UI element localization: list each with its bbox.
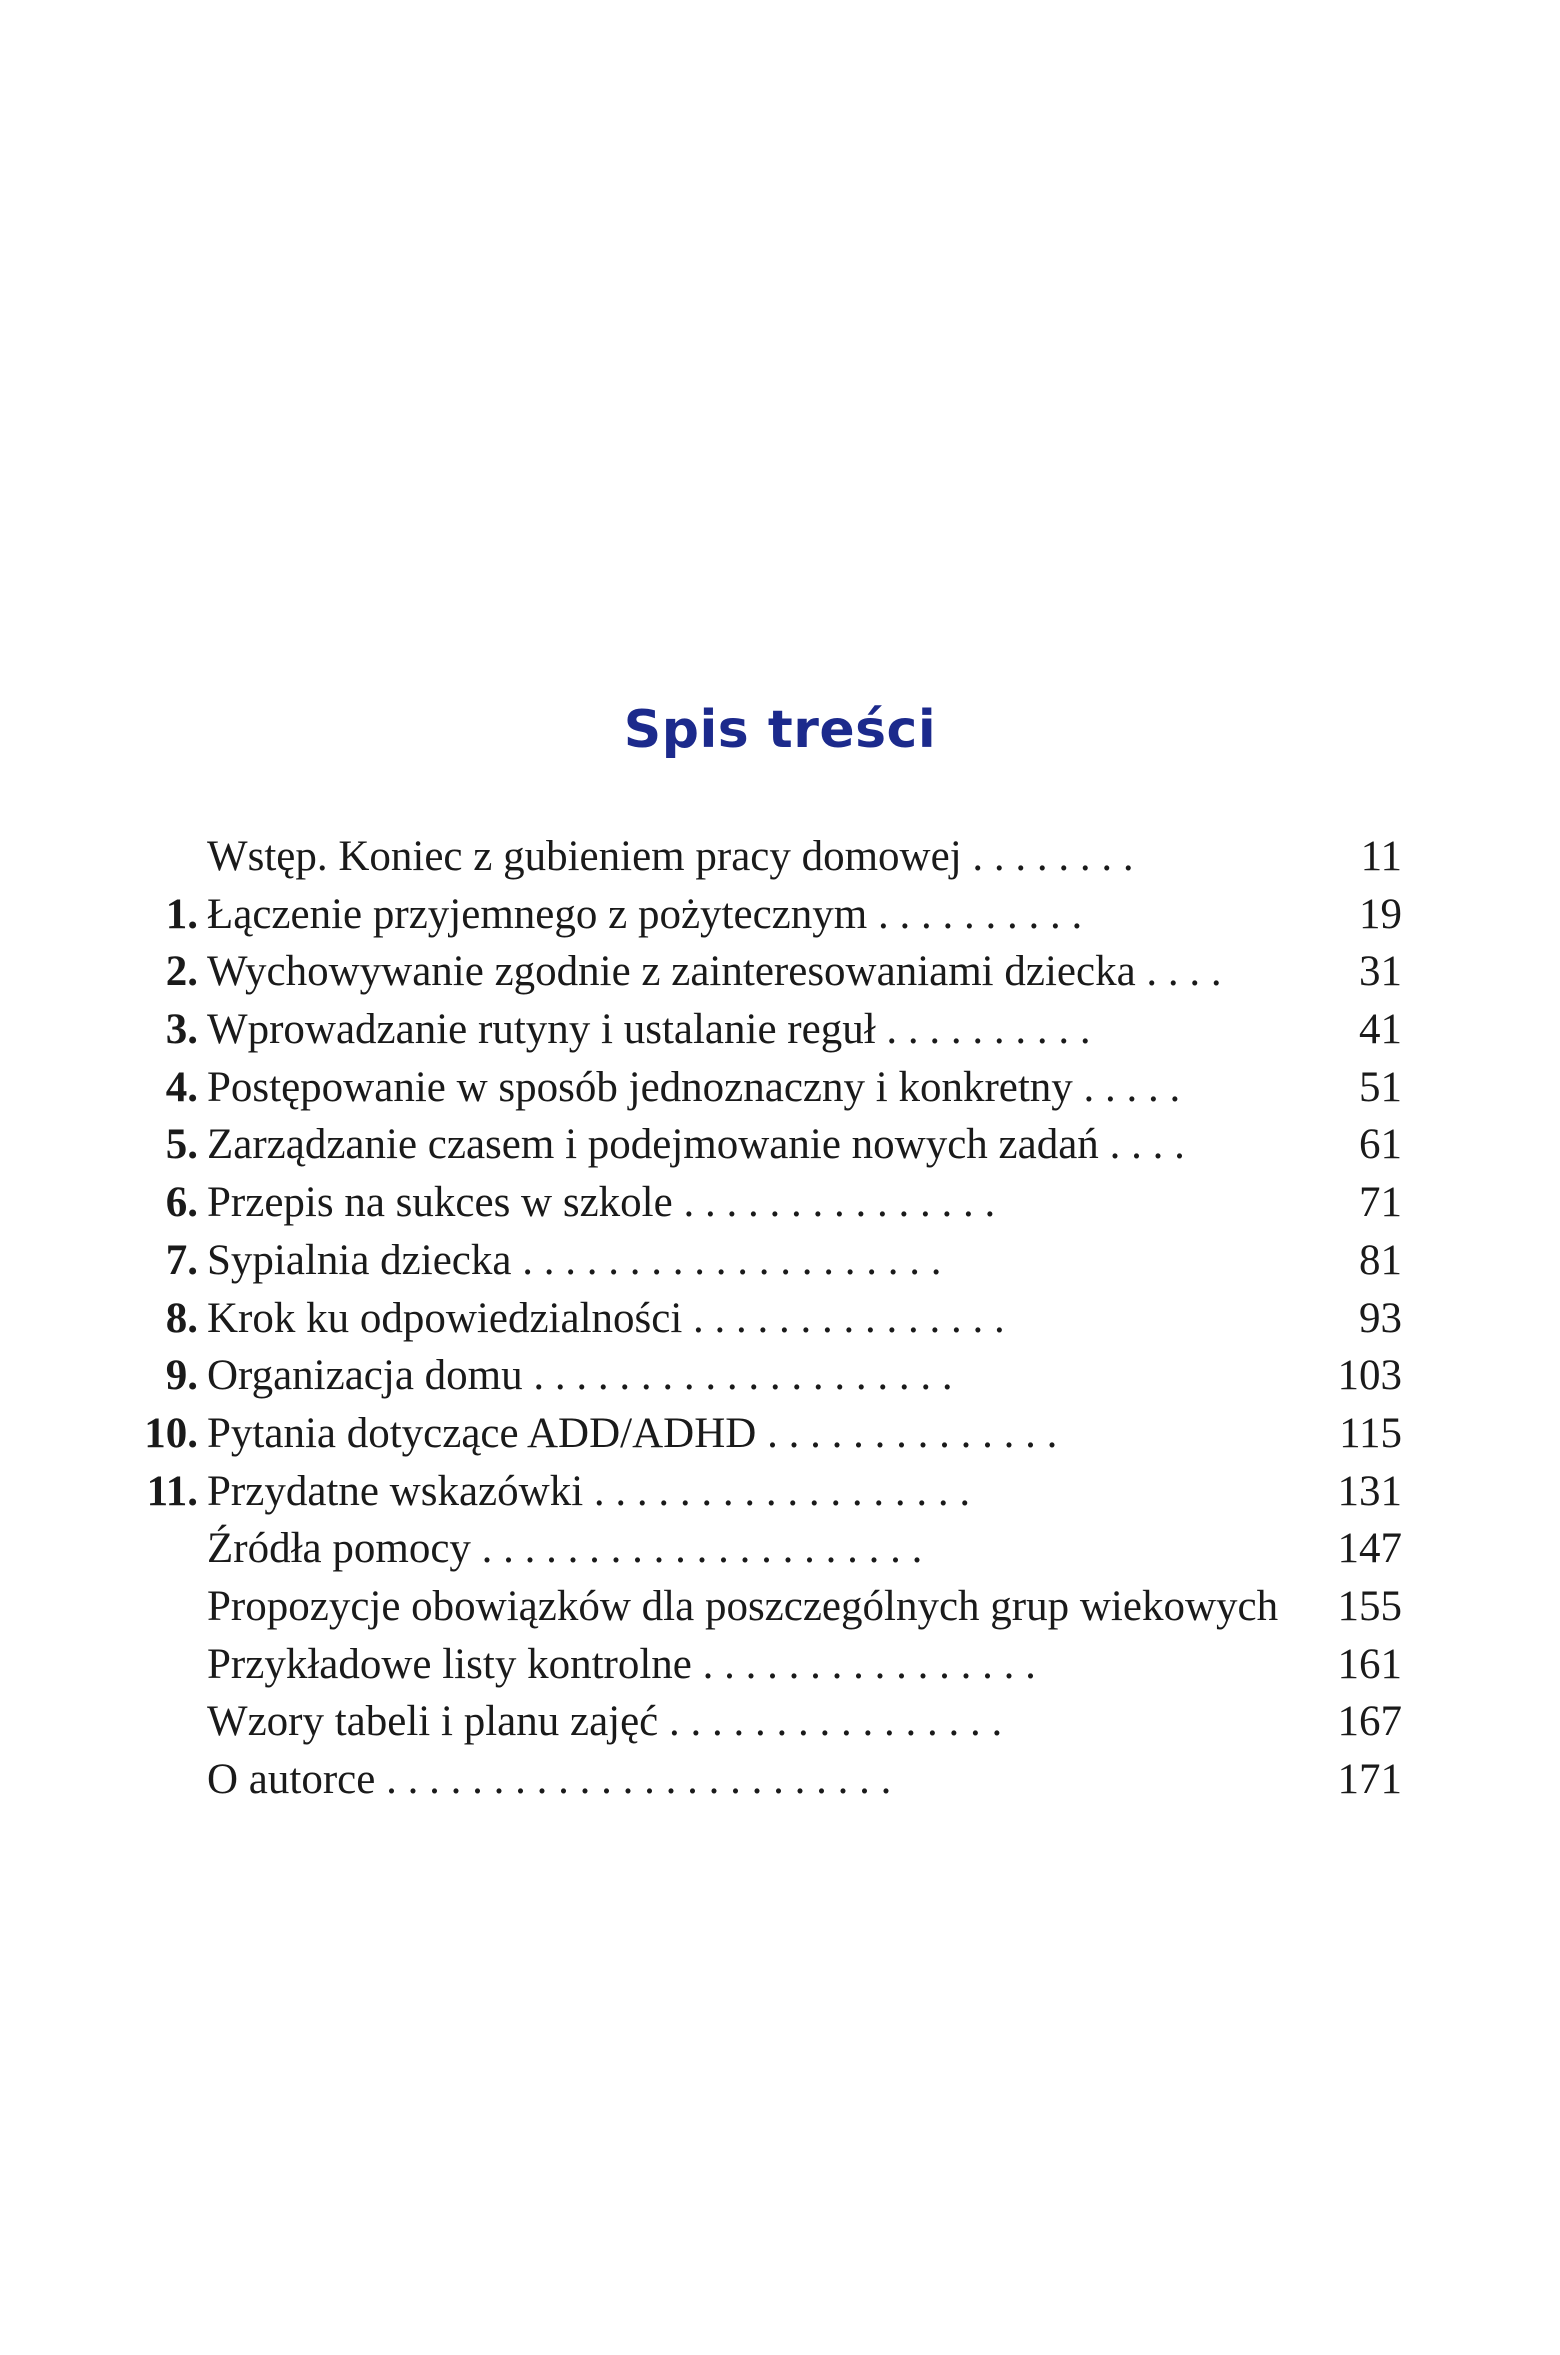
toc-entry-page: 147 [1337, 1525, 1402, 1573]
toc-entry [0, 1001, 1560, 1059]
toc-entry-title: Wzory tabeli i planu zajęć . . . . . . . . . . . . . . . . [207, 1698, 1003, 1746]
toc-leader-dots: . . . . [1109, 1121, 1185, 1169]
toc-leader-dots: . . . . . . . . . . . . . . [767, 1409, 1058, 1457]
toc-entry-title: Wychowywanie zgodnie z zainteresowaniami dziecka . . . . [207, 948, 1222, 996]
toc-leader-dots: . . . . . . . . . . . . . . . . . . . . . [481, 1525, 923, 1573]
toc-entry [0, 1693, 1560, 1751]
toc-leader-dots: . . . . . . . . . . [886, 1006, 1091, 1054]
toc-leader-dots: . . . . . . . . . . . . . . . . . . . . . . . . [386, 1756, 892, 1803]
toc-leader-dots: . . . . . . . . . . . . . . . . [669, 1698, 1003, 1746]
toc-entry-page: 171 [1337, 1756, 1402, 1803]
toc-leader-dots: . . . . . [1083, 1063, 1181, 1111]
toc-entry-page: 103 [1337, 1352, 1402, 1400]
toc-entry-page: 155 [1337, 1582, 1402, 1630]
toc-entry-number: 11. [146, 1467, 198, 1515]
toc-entry-title: Wprowadzanie rutyny i ustalanie reguł . . . . . . . . . . [207, 1006, 1091, 1054]
toc-entry [0, 1463, 1560, 1521]
toc-entry-page: 31 [1359, 948, 1402, 996]
toc-entry [0, 1290, 1560, 1348]
toc-entry [0, 828, 1560, 886]
toc-leader-dots: . . . . . . . . . . . . . . . . . . . . [522, 1236, 942, 1284]
toc-entry-number: 6. [165, 1179, 198, 1227]
toc-entry [0, 1347, 1560, 1405]
toc-entry-title: Organizacja domu . . . . . . . . . . . . . . . . . . . . [207, 1352, 953, 1400]
toc-entry-page: 131 [1337, 1467, 1402, 1515]
toc-entry-page: 11 [1360, 833, 1402, 880]
toc-entry-page: 161 [1337, 1640, 1402, 1688]
toc-entry-number: 3. [165, 1006, 198, 1054]
toc-leader-dots: . . . . . . . . . . . . . . . . . . . . [533, 1352, 953, 1400]
toc-entry-title: Przydatne wskazówki . . . . . . . . . . . . . . . . . . [207, 1467, 971, 1515]
toc-entry [0, 1116, 1560, 1174]
toc-entry-title: Krok ku odpowiedzialności . . . . . . . . . . . . . . . [207, 1294, 1005, 1342]
toc-entry-title: Przepis na sukces w szkole . . . . . . . . . . . . . . . [207, 1179, 996, 1227]
toc-leader-dots: . . . . . . . . . . . . . . . [693, 1294, 1005, 1342]
toc-entry-title: Wstęp. Koniec z gubieniem pracy domowej . . . . . . . . [207, 833, 1134, 880]
toc-entry-title: Propozycje obowiązków dla poszczególnych grup wiekowych [207, 1582, 1279, 1630]
toc-leader-dots: . . . . . . . . . . . . . . . . . . [593, 1467, 971, 1515]
toc-entry [0, 1232, 1560, 1290]
toc-entry-number: 9. [165, 1352, 198, 1400]
toc-entry [0, 1405, 1560, 1463]
toc-entry-title: Łączenie przyjemnego z pożytecznym . . . . . . . . . . [207, 890, 1083, 938]
toc-entry-number: 10. [144, 1409, 198, 1457]
toc-entry [0, 943, 1560, 1001]
toc-entry-number: 8. [165, 1294, 198, 1342]
toc-leader-dots: . . . . . . . . . . . . . . . . [702, 1640, 1036, 1688]
toc-entry [0, 1174, 1560, 1232]
toc-leader-dots: . . . . . . . . . . [877, 890, 1083, 938]
toc-entry-page: 81 [1359, 1236, 1402, 1284]
table-of-contents [0, 828, 1560, 1809]
toc-entry-page: 41 [1359, 1006, 1402, 1054]
toc-entry-page: 93 [1359, 1294, 1402, 1342]
toc-entry-page: 115 [1339, 1409, 1402, 1457]
toc-entry-title: Przykładowe listy kontrolne . . . . . . . . . . . . . . . . [207, 1640, 1036, 1688]
toc-entry-title: Pytania dotyczące ADD/ADHD . . . . . . . . . . . . . . [207, 1409, 1058, 1457]
toc-entry [0, 1059, 1560, 1117]
toc-entry-page: 51 [1359, 1063, 1402, 1111]
toc-entry-number: 5. [165, 1121, 198, 1169]
toc-entry [0, 1636, 1560, 1694]
toc-entry [0, 1751, 1560, 1809]
toc-leader-dots: . . . . [1146, 948, 1222, 996]
toc-entry-number: 4. [165, 1063, 198, 1111]
toc-entry-title: O autorce . . . . . . . . . . . . . . . . . . . . . . . . [207, 1756, 892, 1803]
toc-entry-number: 7. [165, 1236, 198, 1284]
toc-entry-page: 19 [1359, 890, 1402, 938]
toc-entry-title: Źródła pomocy . . . . . . . . . . . . . . . . . . . . . [207, 1525, 923, 1573]
toc-entry-number: 2. [165, 948, 198, 996]
toc-entry [0, 886, 1560, 944]
toc-entry [0, 1578, 1560, 1636]
toc-entry-page: 61 [1359, 1121, 1402, 1169]
toc-entry-title: Postępowanie w sposób jednoznaczny i konkretny . . . . . [207, 1063, 1181, 1111]
toc-entry-title: Zarządzanie czasem i podejmowanie nowych zadań . . . . [207, 1121, 1185, 1169]
page-title: Spis treści [623, 700, 937, 760]
toc-entry [0, 1520, 1560, 1578]
toc-entry-page: 71 [1359, 1179, 1402, 1227]
toc-leader-dots: . . . . . . . . . . . . . . . [683, 1179, 996, 1227]
toc-entry-number: 1. [165, 890, 198, 938]
toc-leader-dots: . . . . . . . . [972, 833, 1134, 880]
toc-entry-title: Sypialnia dziecka . . . . . . . . . . . . . . . . . . . . [207, 1236, 942, 1284]
toc-entry-page: 167 [1337, 1698, 1402, 1746]
